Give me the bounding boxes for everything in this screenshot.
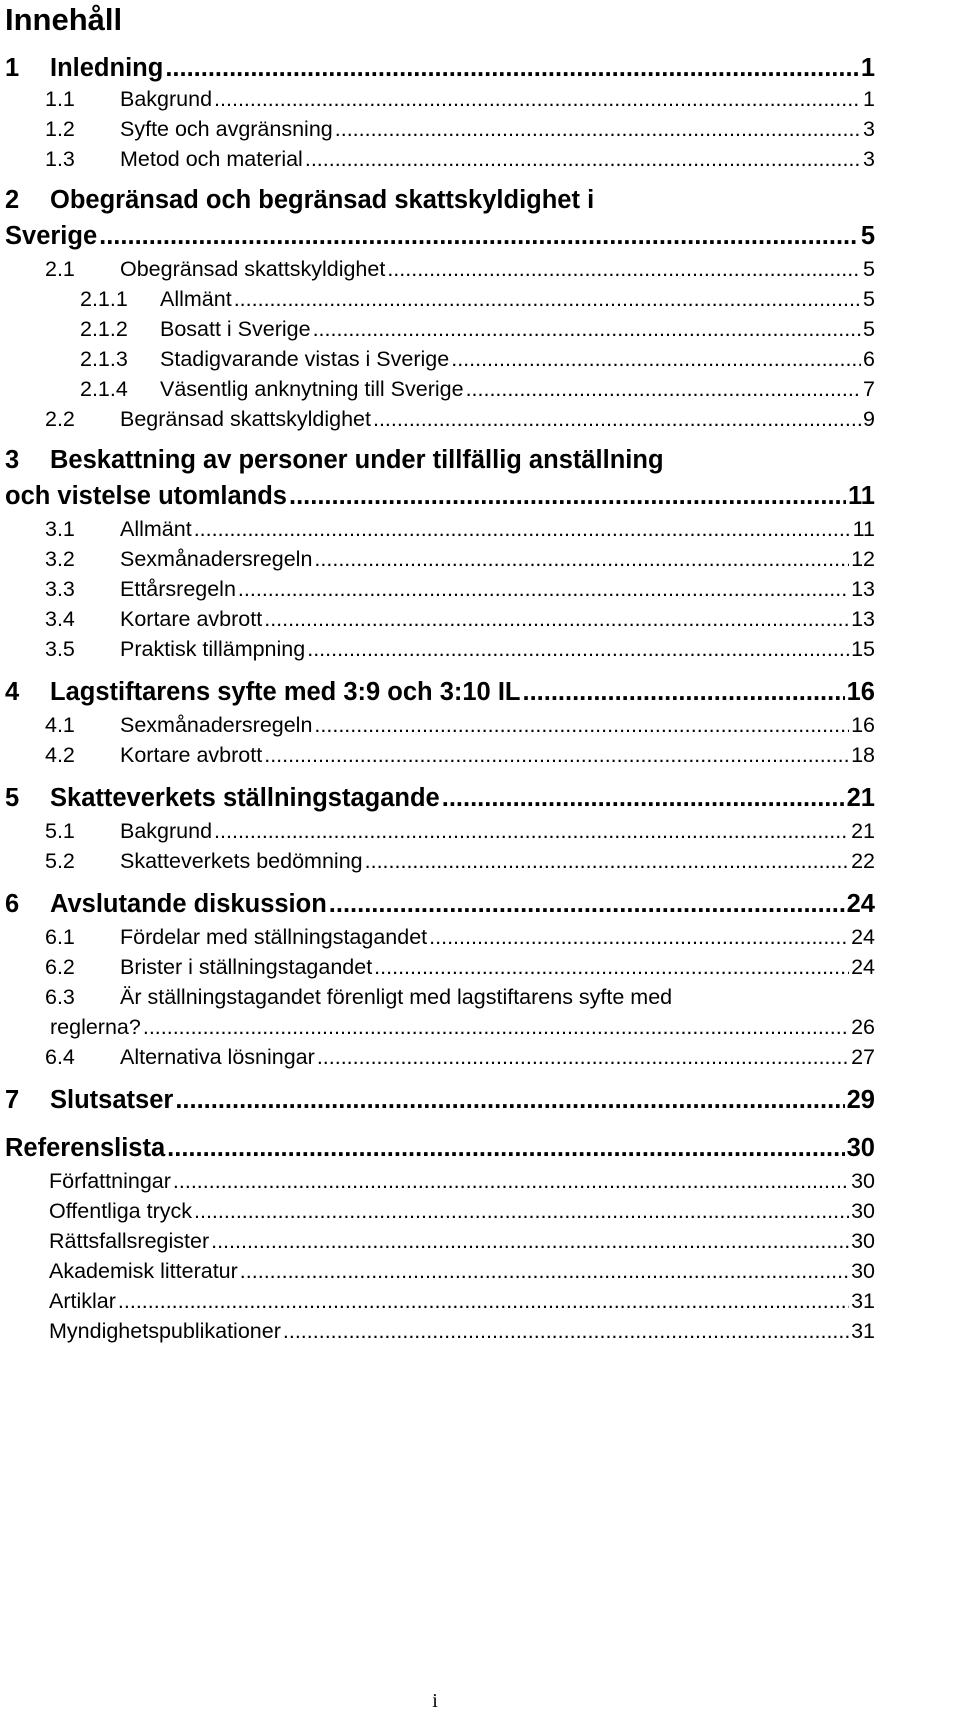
- entry-number: 2.2: [45, 407, 75, 431]
- toc-entry-3-5[interactable]: [5, 634, 875, 664]
- entry-number: 3.3: [45, 577, 75, 601]
- entry-number: 1: [5, 54, 20, 82]
- entry-title: och vistelse utomlands: [5, 482, 287, 510]
- toc-entry-ref-6[interactable]: [5, 1316, 875, 1346]
- toc-entry-ch6[interactable]: [5, 886, 875, 922]
- entry-title: Allmänt: [120, 517, 192, 541]
- toc-entry-3-1[interactable]: [5, 514, 875, 544]
- toc-entry-6-4[interactable]: [5, 1042, 875, 1072]
- entry-number: 2.1.2: [80, 317, 128, 341]
- dot-leader: [365, 846, 849, 876]
- toc-entry-2-2[interactable]: [5, 404, 875, 434]
- entry-title: Skatteverkets ställningstagande: [50, 784, 440, 812]
- entry-page: 30: [851, 1169, 875, 1193]
- entry-page: 15: [851, 637, 875, 661]
- dot-leader: [194, 514, 851, 544]
- dot-leader: [194, 1196, 849, 1226]
- dot-leader: [234, 284, 861, 314]
- entry-number: 3.1: [45, 517, 75, 541]
- dot-leader: [429, 922, 849, 952]
- toc-entry-1-1[interactable]: [5, 84, 875, 114]
- entry-number: 1.3: [45, 147, 75, 171]
- entry-number: 2.1.1: [80, 287, 128, 311]
- dot-leader: [387, 254, 861, 284]
- entry-title: Fördelar med ställningstagandet: [120, 925, 428, 949]
- toc-entry-ch2[interactable]: [5, 218, 875, 254]
- entry-title: Alternativa lösningar: [120, 1045, 315, 1069]
- toc-entry-2-1[interactable]: [5, 254, 875, 284]
- toc-entry-2-1-3[interactable]: [5, 344, 875, 374]
- entry-page: 16: [846, 678, 875, 706]
- dot-leader: [307, 634, 849, 664]
- entry-title: Akademisk litteratur: [49, 1259, 238, 1283]
- entry-page: 9: [863, 407, 875, 431]
- toc-entry-ref-5[interactable]: [5, 1286, 875, 1316]
- dot-leader: [314, 544, 849, 574]
- toc-entry-2-1-4[interactable]: [5, 374, 875, 404]
- entry-page: 7: [863, 377, 875, 401]
- entry-title: Lagstiftarens syfte med 3:9 och 3:10 IL: [50, 678, 521, 706]
- entry-number: 1.2: [45, 117, 75, 141]
- toc-entry-ch3-line1[interactable]: [5, 442, 664, 478]
- dot-leader: [373, 404, 861, 434]
- entry-page: 31: [851, 1289, 875, 1313]
- entry-title: Bakgrund: [120, 819, 213, 843]
- entry-page: 3: [863, 147, 875, 171]
- entry-page: 24: [851, 925, 875, 949]
- entry-title: Praktisk tillämpning: [120, 637, 306, 661]
- toc-heading: Innehåll: [5, 2, 123, 37]
- dot-leader: [214, 816, 849, 846]
- entry-title: reglerna?: [50, 1015, 141, 1039]
- entry-title: Slutsatser: [50, 1086, 174, 1114]
- entry-page: 11: [852, 517, 875, 541]
- entry-number: 2: [5, 186, 20, 214]
- entry-page: 13: [851, 577, 875, 601]
- toc-entry-4-1[interactable]: [5, 710, 875, 740]
- dot-leader: [329, 886, 845, 922]
- entry-title: Brister i ställningstagandet: [120, 955, 373, 979]
- entry-page: 1: [863, 87, 875, 111]
- toc-entry-ch4[interactable]: [5, 674, 875, 710]
- entry-number: 4.1: [45, 713, 75, 737]
- dot-leader: [173, 1166, 849, 1196]
- toc-entry-3-4[interactable]: [5, 604, 875, 634]
- toc-entry-ref-2[interactable]: [5, 1196, 875, 1226]
- entry-title: Metod och material: [120, 147, 303, 171]
- dot-leader: [175, 1082, 844, 1118]
- dot-leader: [313, 314, 861, 344]
- dot-leader: [118, 1286, 849, 1316]
- entry-title: Myndighetspublikationer: [49, 1319, 281, 1343]
- entry-title: Beskattning av personer under tillfällig anställning: [50, 446, 664, 474]
- dot-leader: [214, 84, 861, 114]
- toc-entry-4-2[interactable]: [5, 740, 875, 770]
- entry-title: Kortare avbrott: [120, 607, 263, 631]
- entry-title: Obegränsad och begränsad skattskyldighet i: [50, 186, 595, 214]
- page-number: i: [432, 1690, 438, 1712]
- toc-entry-ch1[interactable]: [5, 50, 875, 86]
- toc-entry-ch5[interactable]: [5, 780, 875, 816]
- entry-number: 6.2: [45, 955, 75, 979]
- dot-leader: [167, 1130, 844, 1166]
- toc-entry-ch2-line1[interactable]: [5, 182, 594, 218]
- entry-number: 3.4: [45, 607, 75, 631]
- entry-title: Väsentlig anknytning till Sverige: [160, 377, 464, 401]
- entry-title: Är ställningstagandet förenligt med lagstiftarens syfte med: [120, 985, 673, 1009]
- entry-number: 6: [5, 890, 20, 918]
- dot-leader: [451, 344, 861, 374]
- entry-page: 27: [851, 1045, 875, 1069]
- entry-number: 3.5: [45, 637, 75, 661]
- dot-leader: [314, 710, 849, 740]
- dot-leader: [289, 478, 846, 514]
- entry-number: 5.1: [45, 819, 75, 843]
- entry-page: 16: [851, 713, 875, 737]
- toc-entry-5-1[interactable]: [5, 816, 875, 846]
- entry-title: Stadigvarande vistas i Sverige: [160, 347, 450, 371]
- entry-title: Författningar: [49, 1169, 171, 1193]
- dot-leader: [374, 952, 849, 982]
- entry-number: 2.1.3: [80, 347, 128, 371]
- entry-title: Referenslista: [5, 1134, 166, 1162]
- entry-page: 5: [860, 222, 875, 250]
- entry-number: 4: [5, 678, 20, 706]
- entry-title: Syfte och avgränsning: [120, 117, 333, 141]
- toc-entry-6-1[interactable]: [5, 922, 875, 952]
- dot-leader: [442, 780, 845, 816]
- entry-number: 2.1.4: [80, 377, 128, 401]
- entry-number: 6.4: [45, 1045, 75, 1069]
- entry-number: 3.2: [45, 547, 75, 571]
- toc-entry-6-3-line1[interactable]: [5, 982, 672, 1012]
- entry-page: 5: [863, 317, 875, 341]
- toc-entry-ch3[interactable]: [5, 478, 875, 514]
- entry-page: 21: [846, 784, 875, 812]
- toc-entry-3-2[interactable]: [5, 544, 875, 574]
- entry-title: Rättsfallsregister: [49, 1229, 210, 1253]
- toc-entry-5-2[interactable]: [5, 846, 875, 876]
- entry-page: 13: [851, 607, 875, 631]
- entry-page: 30: [846, 1134, 875, 1162]
- entry-page: 24: [851, 955, 875, 979]
- entry-title: Obegränsad skattskyldighet: [120, 257, 386, 281]
- dot-leader: [335, 114, 861, 144]
- entry-title: Bakgrund: [120, 87, 213, 111]
- entry-number: 6.1: [45, 925, 75, 949]
- dot-leader: [317, 1042, 849, 1072]
- entry-title: Sexmånadersregeln: [120, 713, 313, 737]
- entry-title: Bosatt i Sverige: [160, 317, 311, 341]
- entry-title: Ettårsregeln: [120, 577, 236, 601]
- toc-entry-6-3[interactable]: [5, 1012, 875, 1042]
- dot-leader: [522, 674, 844, 710]
- toc-entry-6-2[interactable]: [5, 952, 875, 982]
- entry-title: Artiklar: [49, 1289, 116, 1313]
- entry-page: 30: [851, 1259, 875, 1283]
- entry-page: 12: [851, 547, 875, 571]
- entry-page: 5: [863, 257, 875, 281]
- entry-title: Skatteverkets bedömning: [120, 849, 363, 873]
- entry-number: 6.3: [45, 985, 75, 1009]
- dot-leader: [264, 740, 849, 770]
- toc-entry-1-3[interactable]: [5, 144, 875, 174]
- dot-leader: [211, 1226, 849, 1256]
- entry-page: 18: [851, 743, 875, 767]
- entry-title: Allmänt: [160, 287, 232, 311]
- entry-number: 5: [5, 784, 20, 812]
- dot-leader: [283, 1316, 849, 1346]
- entry-number: 1.1: [45, 87, 75, 111]
- entry-number: 5.2: [45, 849, 75, 873]
- entry-title: Kortare avbrott: [120, 743, 263, 767]
- toc-entry-ref-1[interactable]: [5, 1166, 875, 1196]
- entry-title: Begränsad skattskyldighet: [120, 407, 371, 431]
- entry-page: 22: [851, 849, 875, 873]
- entry-page: 31: [851, 1319, 875, 1343]
- entry-title: Sexmånadersregeln: [120, 547, 313, 571]
- entry-title: Sverige: [5, 222, 98, 250]
- dot-leader: [143, 1012, 849, 1042]
- entry-page: 26: [851, 1015, 875, 1039]
- entry-page: 21: [851, 819, 875, 843]
- entry-page: 5: [863, 287, 875, 311]
- toc-entry-2-1-1[interactable]: [5, 284, 875, 314]
- toc-entry-3-3[interactable]: [5, 574, 875, 604]
- dot-leader: [99, 218, 859, 254]
- entry-number: 7: [5, 1086, 20, 1114]
- dot-leader: [165, 50, 858, 86]
- entry-page: 30: [851, 1229, 875, 1253]
- toc-entry-1-2[interactable]: [5, 114, 875, 144]
- entry-page: 24: [846, 890, 875, 918]
- entry-page: 30: [851, 1199, 875, 1223]
- dot-leader: [240, 1256, 849, 1286]
- dot-leader: [238, 574, 849, 604]
- entry-page: 3: [863, 117, 875, 141]
- entry-page: 6: [863, 347, 875, 371]
- dot-leader: [466, 374, 861, 404]
- entry-number: 2.1: [45, 257, 75, 281]
- entry-title: Inledning: [50, 54, 164, 82]
- entry-number: 4.2: [45, 743, 75, 767]
- entry-page: 11: [848, 482, 875, 510]
- entry-title: Offentliga tryck: [49, 1199, 192, 1223]
- toc-entry-ref-3[interactable]: [5, 1226, 875, 1256]
- dot-leader: [305, 144, 861, 174]
- dot-leader: [264, 604, 849, 634]
- entry-title: Avslutande diskussion: [50, 890, 327, 918]
- entry-number: 3: [5, 446, 20, 474]
- toc-entry-ref-4[interactable]: [5, 1256, 875, 1286]
- entry-page: 29: [846, 1086, 875, 1114]
- entry-page: 1: [860, 54, 875, 82]
- toc-entry-ch7[interactable]: [5, 1082, 875, 1118]
- toc-entry-2-1-2[interactable]: [5, 314, 875, 344]
- toc-entry-references[interactable]: [5, 1130, 875, 1166]
